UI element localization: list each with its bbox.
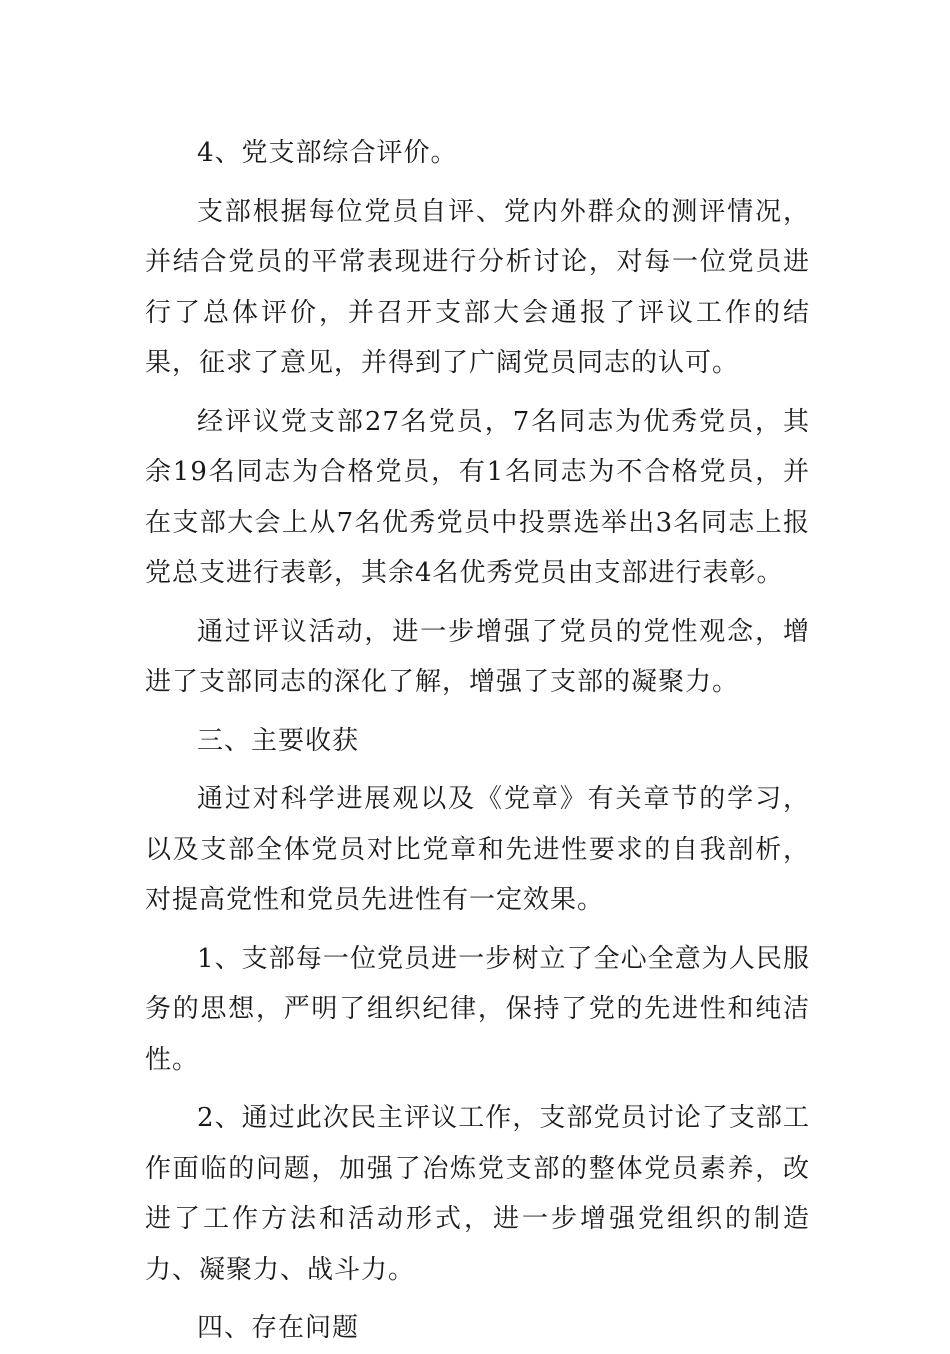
paragraph: 通过评议活动，进一步增强了党员的党性观念，增进了支部同志的深化了解，增强了支部的凝聚力。 (145, 616, 810, 697)
paragraph: 2、通过此次民主评议工作，支部党员讨论了支部工作面临的问题，加强了冶炼党支部的整体党员素养，改进了工作方法和活动形式，进一步增强党组织的制造力、凝聚力、战斗力。 (145, 1103, 810, 1285)
section-item-heading: 4、党支部综合评价。 (197, 138, 458, 168)
section-heading: 四、存在问题 (197, 1313, 360, 1343)
document-body (145, 128, 810, 1354)
paragraph: 经评议党支部27名党员，7名同志为优秀党员，其余19名同志为合格党员，有1名同志为不合格党员，并在支部大会上从7名优秀党员中投票选举出3名同志上报党总支进行表彰，其余4名优秀党员由支部进行表彰。 (145, 406, 810, 588)
paragraph: 通过对科学进展观以及《党章》有关章节的学习，以及支部全体党员对比党章和先进性要求的自我剖析，对提高党性和党员先进性有一定效果。 (145, 784, 810, 915)
paragraph: 1、支部每一位党员进一步树立了全心全意为人民服务的思想，严明了组织纪律，保持了党的先进性和纯洁性。 (145, 943, 810, 1075)
paragraph: 支部根据每位党员自评、党内外群众的测评情况，并结合党员的平常表现进行分析讨论，对每一位党员进行了总体评价，并召开支部大会通报了评议工作的结果，征求了意见，并得到了广阔党员同志的认可。 (145, 196, 810, 378)
section-heading: 三、主要收获 (197, 725, 360, 756)
